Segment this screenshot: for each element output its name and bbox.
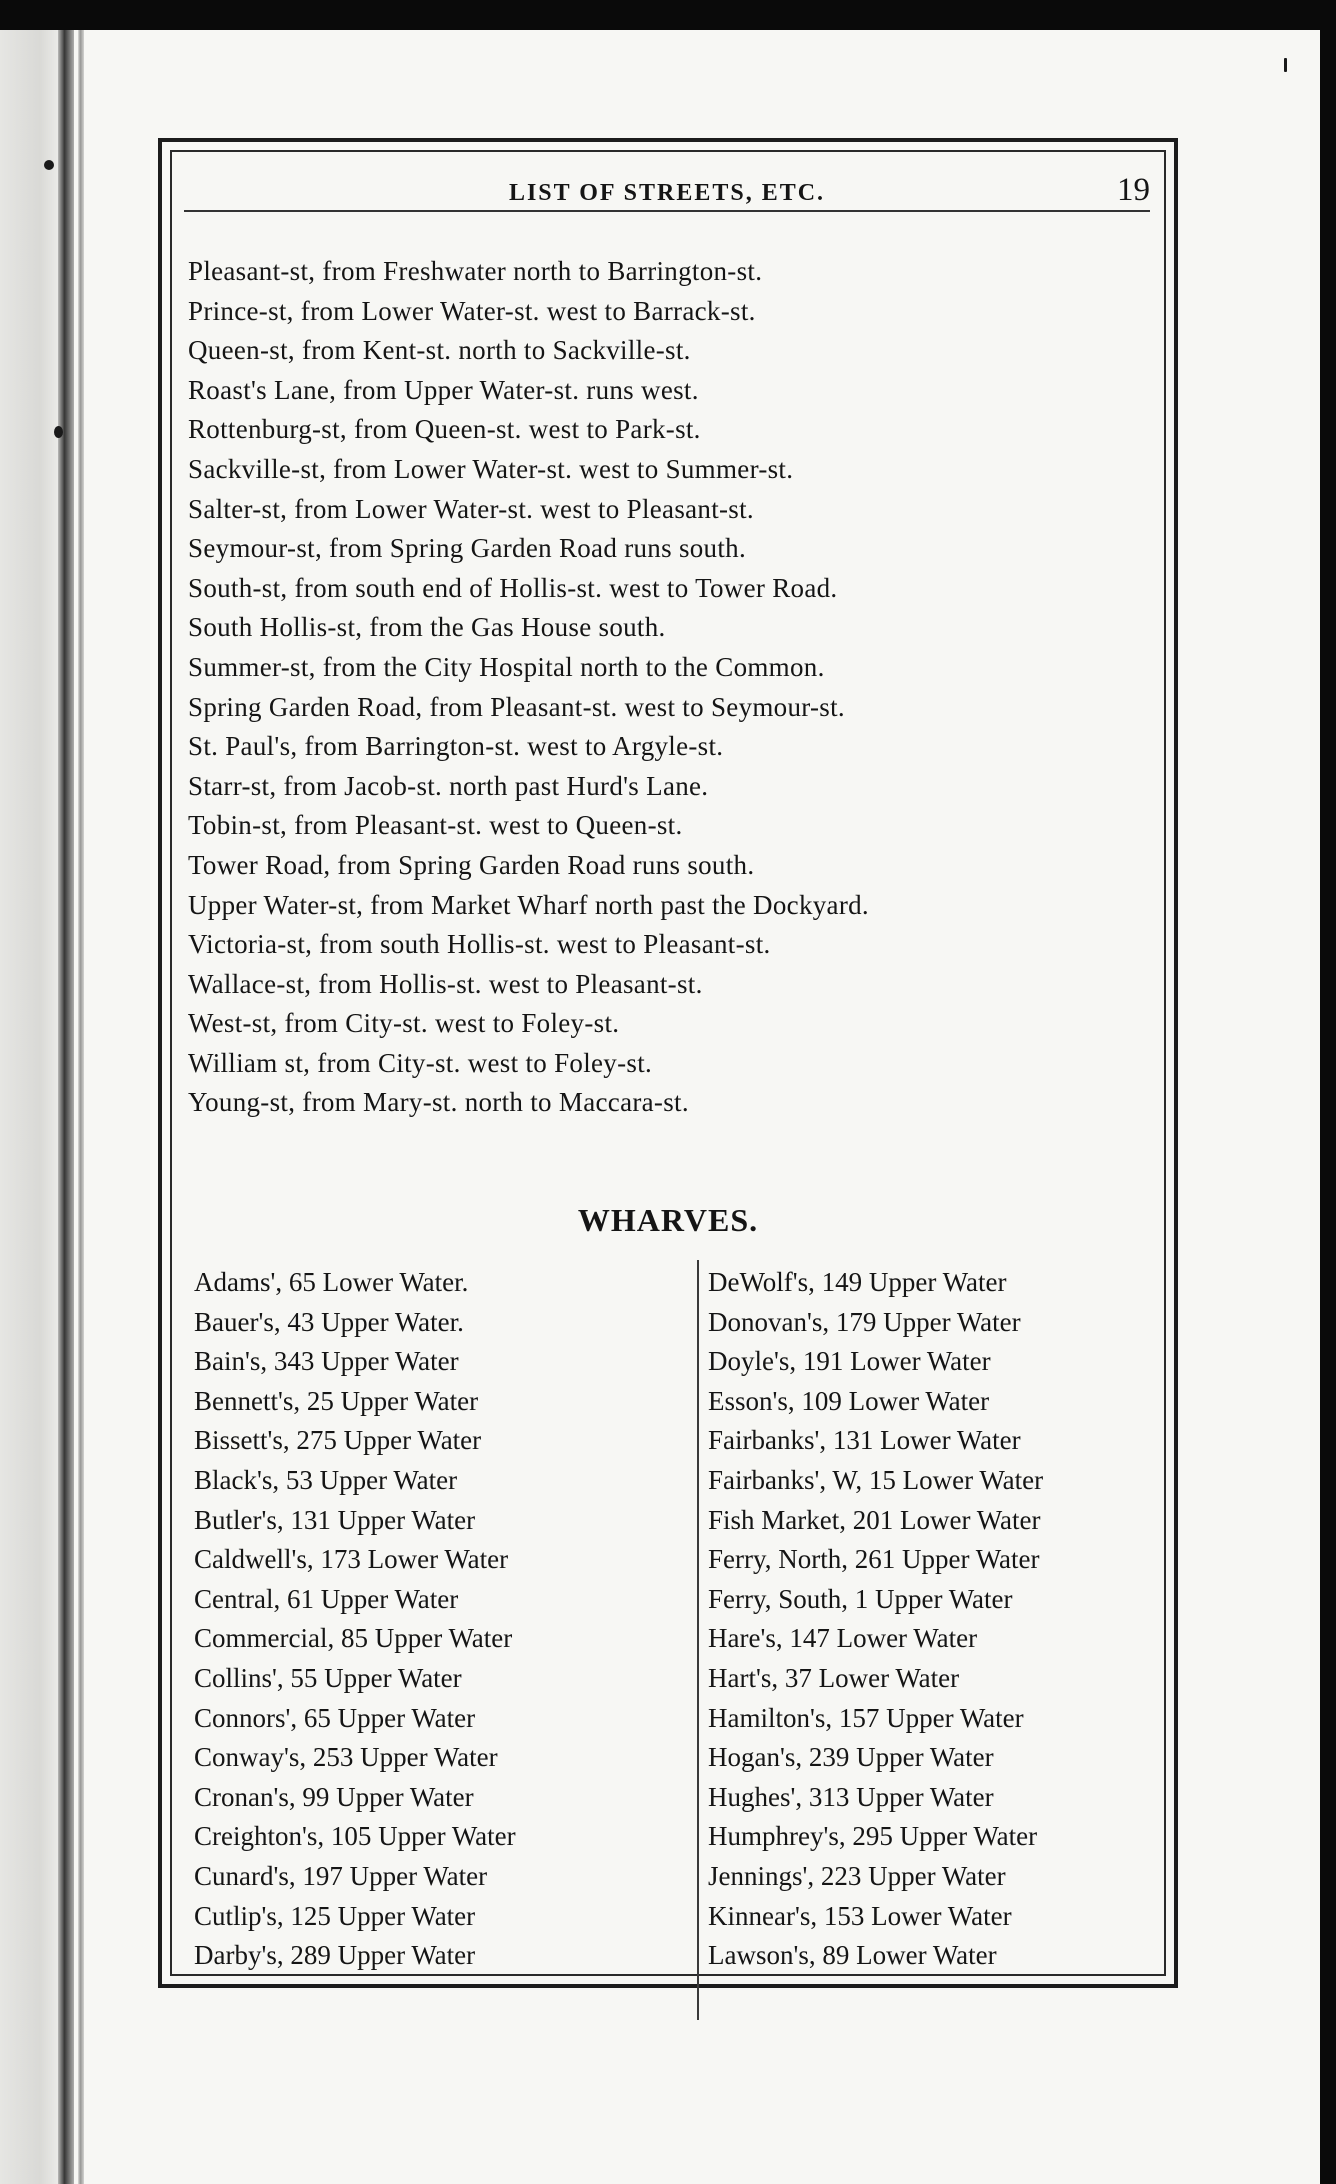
wharf-entry: Esson's, 109 Lower Water — [708, 1385, 990, 1416]
wharf-entry: Connors', 65 Upper Water — [194, 1702, 476, 1733]
wharf-entry: Central, 61 Upper Water — [194, 1583, 459, 1614]
street-entry: Starr-st, from Jacob-st. north past Hurd's Lane. — [188, 770, 709, 801]
street-entry: Tobin-st, from Pleasant-st. west to Queen-st. — [188, 810, 683, 841]
wharf-entry: Fairbanks', W, 15 Lower Water — [708, 1464, 1044, 1495]
wharf-entry: Cunard's, 197 Upper Water — [194, 1860, 488, 1891]
wharf-entry: Bissett's, 275 Upper Water — [194, 1425, 482, 1456]
wharf-entry: Hogan's, 239 Upper Water — [708, 1742, 994, 1773]
wharf-entry: Jennings', 223 Upper Water — [708, 1860, 1006, 1891]
wharf-entry: Donovan's, 179 Upper Water — [708, 1306, 1021, 1337]
street-entry: Prince-st, from Lower Water-st. west to Barrack-st. — [188, 295, 756, 326]
street-entry: Rottenburg-st, from Queen-st. west to Park-st. — [188, 414, 701, 445]
wharf-entry: Hart's, 37 Lower Water — [708, 1662, 960, 1693]
page-border — [158, 138, 1178, 1988]
column-divider — [697, 1260, 699, 2020]
page-border-inner — [170, 150, 1166, 1976]
wharf-entry: Ferry, South, 1 Upper Water — [708, 1583, 1013, 1614]
wharf-entry: Fish Market, 201 Lower Water — [708, 1504, 1041, 1535]
page-number: 19 — [1117, 172, 1150, 208]
wharf-entry: Collins', 55 Upper Water — [194, 1662, 462, 1693]
street-entry: Wallace-st, from Hollis-st. west to Pleasant-st. — [188, 968, 703, 999]
wharf-entry: Ferry, North, 261 Upper Water — [708, 1544, 1040, 1575]
street-entry: Seymour-st, from Spring Garden Road runs south. — [188, 533, 747, 564]
wharf-entry: Hare's, 147 Lower Water — [708, 1623, 978, 1654]
wharf-entry: Lawson's, 89 Lower Water — [708, 1940, 997, 1971]
wharf-entry: Fairbanks', 131 Lower Water — [708, 1425, 1021, 1456]
street-entry: South Hollis-st, from the Gas House south. — [188, 612, 666, 643]
wharf-entry: Bennett's, 25 Upper Water — [194, 1385, 479, 1416]
wharf-entry: Butler's, 131 Upper Water — [194, 1504, 476, 1535]
wharf-entry: DeWolf's, 149 Upper Water — [708, 1267, 1007, 1297]
street-entry: William st, from City-st. west to Foley-st. — [188, 1047, 653, 1078]
street-entry: West-st, from City-st. west to Foley-st. — [188, 1008, 620, 1039]
street-entry: Queen-st, from Kent-st. north to Sackville-st. — [188, 335, 691, 366]
wharves-heading: WHARVES. — [577, 1202, 759, 1238]
ink-speck — [1284, 58, 1287, 72]
wharf-entry: Commercial, 85 Upper Water — [194, 1623, 513, 1654]
binding-shadow-faint — [78, 30, 84, 2184]
page — [0, 30, 1320, 2184]
wharf-entry: Hamilton's, 157 Upper Water — [708, 1702, 1024, 1733]
wharf-entry: Black's, 53 Upper Water — [194, 1464, 458, 1495]
street-list — [188, 252, 1148, 1123]
wharves-column-right — [708, 1263, 1178, 1976]
street-entry: Young-st, from Mary-st. north to Maccara-st. — [188, 1087, 689, 1118]
wharf-entry: Cutlip's, 125 Upper Water — [194, 1900, 476, 1931]
wharf-entry: Bauer's, 43 Upper Water. — [194, 1306, 464, 1337]
wharves-column-left — [194, 1263, 684, 1976]
wharf-entry: Hughes', 313 Upper Water — [708, 1781, 994, 1812]
street-entry: Salter-st, from Lower Water-st. west to Pleasant-st. — [188, 493, 754, 524]
street-entry: St. Paul's, from Barrington-st. west to Argyle-st. — [188, 731, 724, 762]
street-entry: Upper Water-st, from Market Wharf north past the Dockyard. — [188, 889, 869, 920]
wharf-entry: Bain's, 343 Upper Water — [194, 1346, 459, 1377]
ink-speck — [44, 160, 54, 170]
wharf-entry: Doyle's, 191 Lower Water — [708, 1346, 991, 1377]
street-entry: Spring Garden Road, from Pleasant-st. west to Seymour-st. — [188, 691, 845, 722]
wharf-entry: Caldwell's, 173 Lower Water — [194, 1544, 509, 1575]
header-title: LIST OF STREETS, ETC. — [508, 180, 826, 206]
street-entry: Roast's Lane, from Upper Water-st. runs west. — [188, 374, 699, 405]
wharf-entry: Darby's, 289 Upper Water — [194, 1940, 476, 1971]
ink-speck — [54, 426, 63, 438]
wharf-entry: Adams', 65 Lower Water. — [194, 1267, 469, 1297]
wharf-entry: Creighton's, 105 Upper Water — [194, 1821, 516, 1852]
street-entry: Summer-st, from the City Hospital north to the Common. — [188, 651, 825, 682]
street-entry: Sackville-st, from Lower Water-st. west to Summer-st. — [188, 453, 794, 484]
page-binding — [0, 30, 62, 2184]
street-entry: South-st, from south end of Hollis-st. west to Tower Road. — [188, 572, 838, 603]
binding-shadow — [58, 30, 74, 2184]
street-entry: Pleasant-st, from Freshwater north to Barrington-st. — [188, 256, 763, 286]
street-entry: Victoria-st, from south Hollis-st. west to Pleasant-st. — [188, 929, 771, 960]
running-header — [184, 170, 1150, 212]
wharf-entry: Humphrey's, 295 Upper Water — [708, 1821, 1038, 1852]
wharf-entry: Conway's, 253 Upper Water — [194, 1742, 498, 1773]
street-entry: Tower Road, from Spring Garden Road runs south. — [188, 849, 755, 880]
wharf-entry: Kinnear's, 153 Lower Water — [708, 1900, 1012, 1931]
wharf-entry: Cronan's, 99 Upper Water — [194, 1781, 474, 1812]
